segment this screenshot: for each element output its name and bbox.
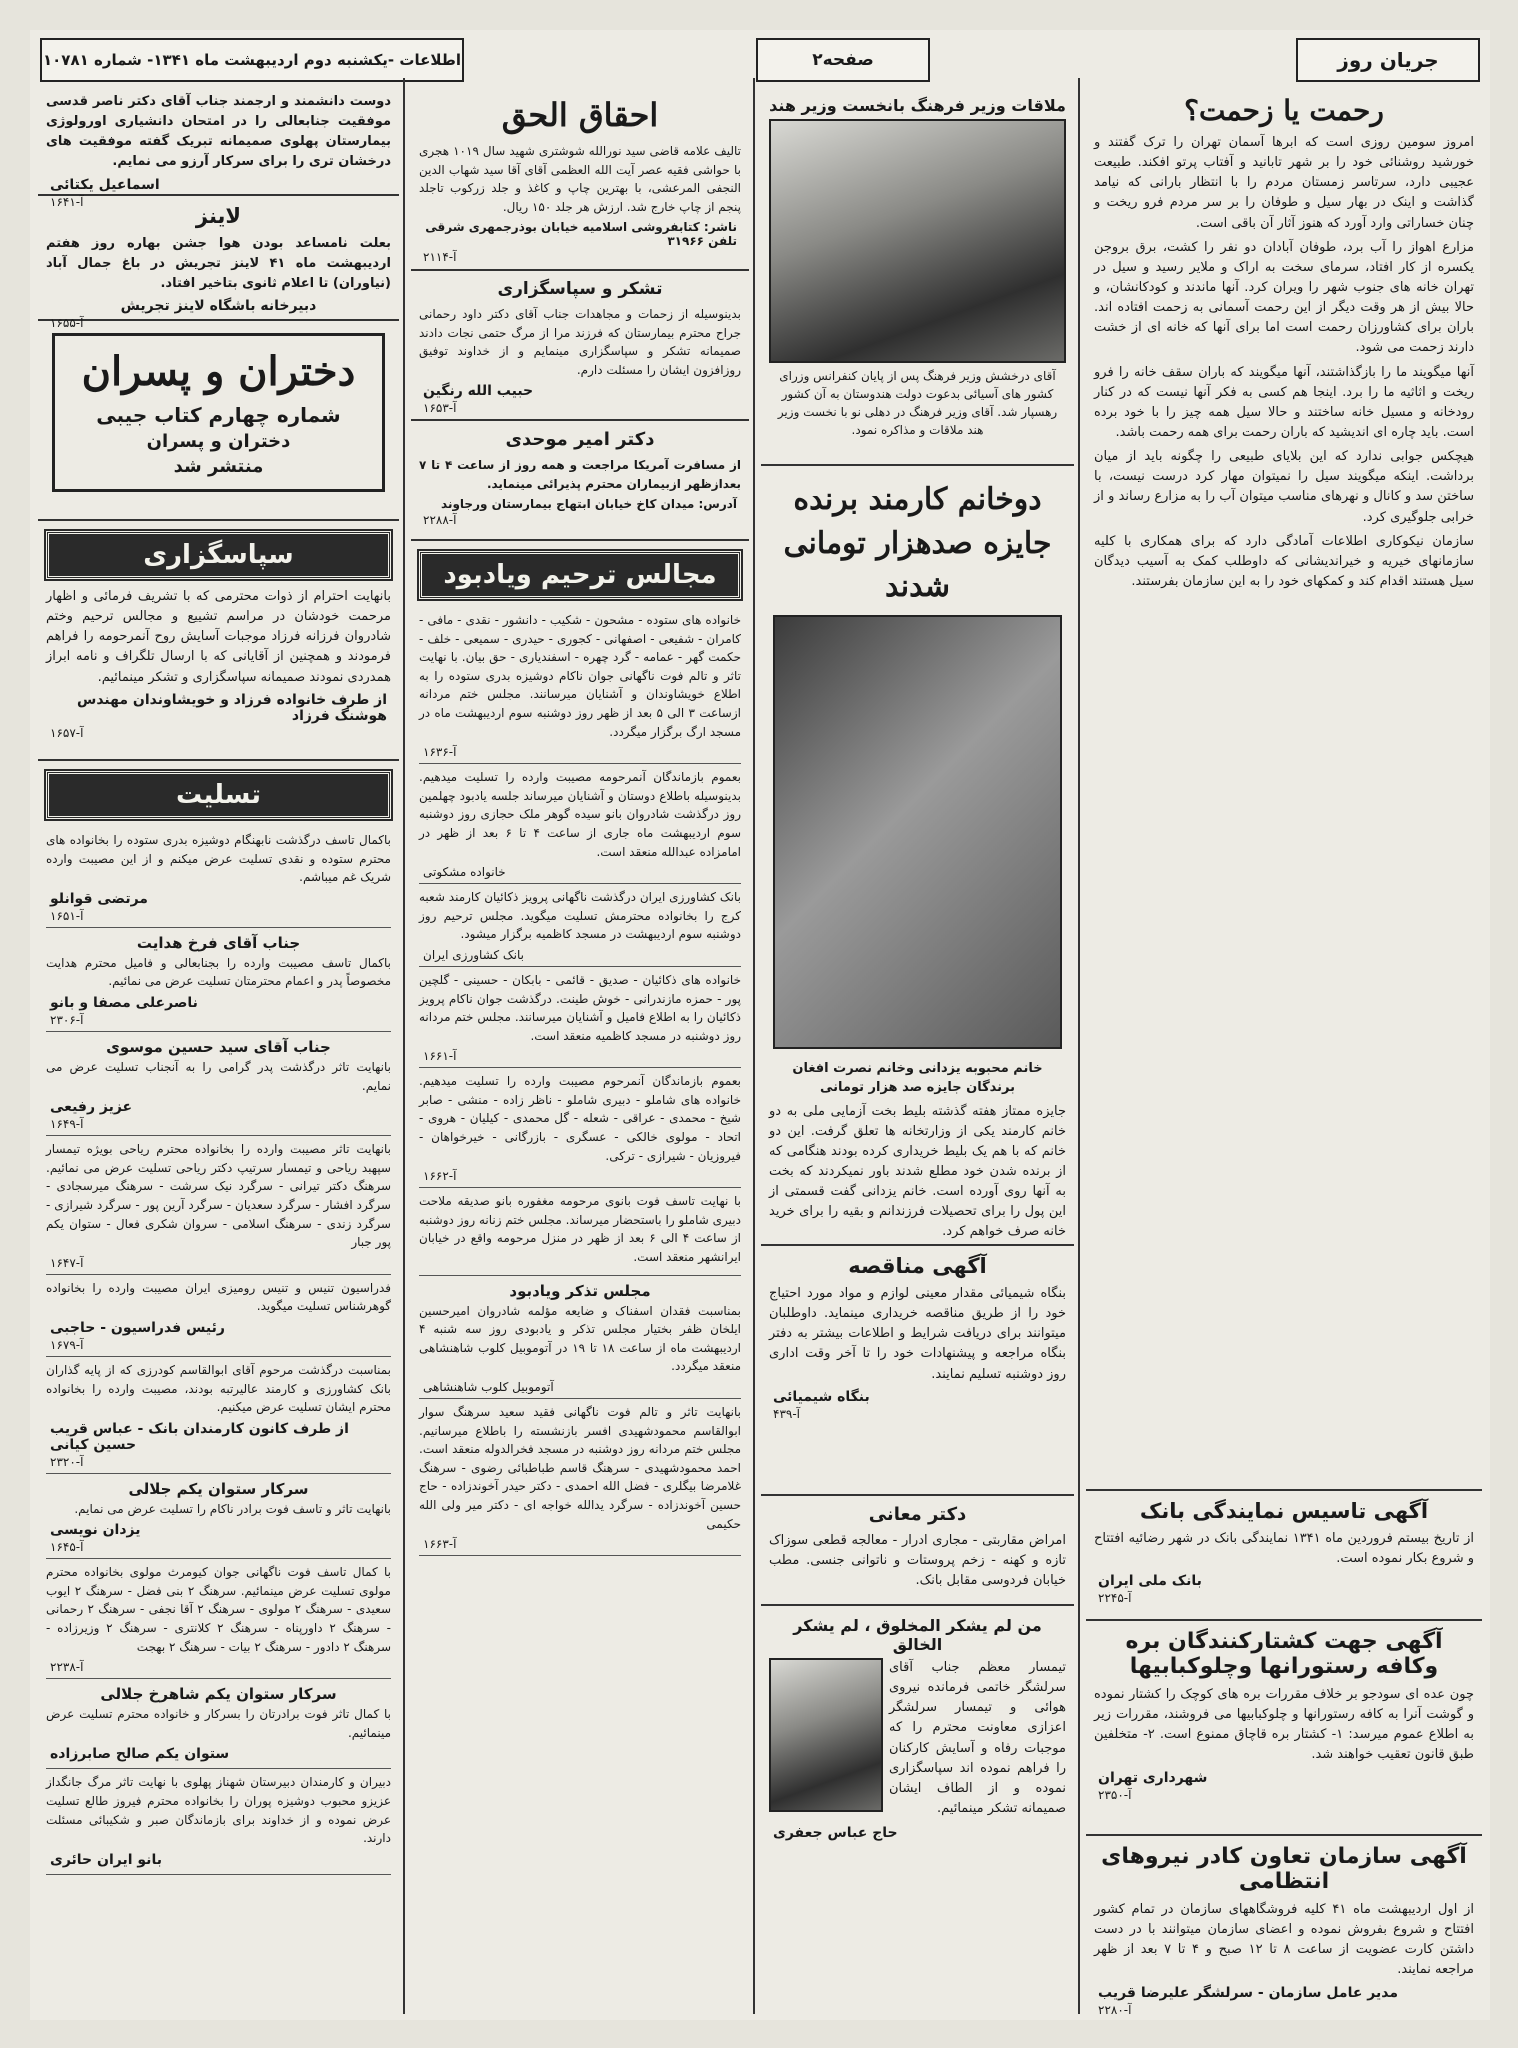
lottery-story: [761, 466, 1074, 1246]
condolence-notice-body: دبیران و کارمندان دبیرستان شهناز پهلوی با نهایت تاثر مرگ جانگداز عزیزو محبوب دوشیزه پوران را بخانواده محترم فیروز طالع تسلیت عرض نموده و از خداوند برای بازماندگان صبر و شکیبائی مسئلت دارند.: [46, 1775, 391, 1846]
condolence-notice-signature: مرتضی قوانلو: [50, 890, 148, 907]
farzad-thanks-body: بانهایت احترام از ذوات محترمی که با تشریف فرمائی و اظهار مرحمت خودشان در مراسم تشییع و مجالس ترحیم وختم شادروان فرزانه فرزاد موجبات آسایش روح آنمرحومه را فراهم فرمودند و همچنین از آقایانی که با ارسال تلگراف و نامه ابراز همدردی نمودند صمیمانه سپاسگزاری و تشکر مینمائیم.: [46, 589, 391, 685]
memorial-banner: مجالس ترحیم ویادبود: [419, 551, 741, 599]
magazine-ad-line: دختران و پسران: [146, 431, 291, 452]
lions-notice-body: بعلت نامساعد بودن هوا جشن بهاره روز هفتم اردیبهشت ماه ۴۱ لاینز تجریش در باغ جمال آباد (نیاوران) تا اعلام ثانوی بتاخیر افتاد.: [46, 236, 392, 292]
coop-ad-title: آگهی سازمان تعاون کادر نیروهای انتظامی: [1101, 1844, 1467, 1894]
memorial-notice: [419, 884, 741, 967]
memorial-notice-body: بمناسبت فقدان اسفناک و ضایعه مؤلمه شادروان امیرحسین ایلخان ظفر بختیار مجلس تذکر و یادبودی روز سه شنبه ۴ اردیبهشت ماه از ساعت ۱۸ تا ۱۹ در آتوموبیل کلوب شاهنشاهی منعقد میگردد.: [419, 1303, 742, 1374]
column-editorial: [1086, 86, 1482, 2017]
coop-ad-body: از اول اردیبهشت ماه ۴۱ کلیه فروشگاههای سازمان در تمام کشور افتتاح و شروع بفروش نموده و اعضای سازمان میتوانند با در دست داشتن کارت عضویت از ساعت ۸ تا ۱۲ صبح و ۴ تا ۷ بعد از ظهر مراجعه نمایند.: [1094, 1902, 1475, 1978]
condolence-notice-code: آ-۱۶۷۹: [50, 1337, 84, 1352]
bank-ad-signature: بانک ملی ایران: [1098, 1573, 1202, 1590]
thanks-doctor-title: تشکر و سپاسگزاری: [497, 279, 663, 299]
rubric-box: [1296, 38, 1480, 82]
condolence-notice-code: آ-۲۳۲۰: [50, 1454, 84, 1469]
condolence-notice-signature: رئیس فدراسیون - حاجبی: [50, 1319, 225, 1336]
memorial-notice-code: آ-۱۶۶۱: [423, 1049, 457, 1064]
editorial-paragraph: امروز سومین روزی است که ابرها آسمان تهران را ترک گفتند و خورشید روشنائی خود را بر شهر تابانید و آفتاب پرتو افکند. طبیعت عجیبی دارد، سرتاسر زمستان مردم را با انتظار بارانی که نیامد گذاشت و اینک در بهار سیل و طوفان را بر سر مردم فرو ریخت و چنان خساراتی وارد آورد که هنوز آثار آن باقی است.: [1094, 135, 1474, 231]
farzad-thanks-code: آ-۱۶۵۷: [50, 725, 84, 740]
bank-ad: [1086, 1491, 1482, 1621]
condolence-notice-signature: یزدان نویسی: [50, 1522, 141, 1539]
magazine-ad-title: دختران و پسران: [81, 348, 356, 395]
memorial-notice-body: با نهایت تاسف فوت بانوی مرحومه مغفوره بانو صدیقه ملاحت دبیری شاملو را باستحضار میرساند. مجلس ختم زنانه روز دوشنبه از ساعت ۴ الی ۶ بعد از ظهر در منزل مرحومه واقع در خیابان ایرانشهر منعقد است.: [419, 1194, 741, 1265]
congrats-notice: [38, 86, 399, 209]
condolence-notice-body: بانهایت تاثر و تاسف فوت برادر ناکام را تسلیت عرض می نمایم.: [74, 1501, 391, 1516]
book-ad-title: احقاق الحق: [501, 96, 659, 134]
memorial-notice-code: خانواده مشکوتی: [423, 865, 506, 880]
condolence-section: [38, 761, 399, 1881]
condolence-notice-title: جناب آقای سید حسین موسوی: [106, 1037, 331, 1056]
magazine-ad-line: شماره چهارم کتاب جیبی: [96, 403, 341, 427]
bank-ad-body: از تاریخ بیستم فروردین ماه ۱۳۴۱ نمایندگی بانک در شهر رضائیه افتتاح و شروع بکار نموده است.: [1094, 1531, 1474, 1567]
condolence-notice-title: جناب آقای فرخ هدایت: [136, 933, 301, 952]
thanks-doctor-block: [411, 271, 749, 421]
memorial-notice: [419, 1276, 741, 1399]
tender-ad-code: آ-۴۳۹: [773, 1406, 801, 1421]
airforce-thanks-title: من لم یشکر المخلوق ، لم یشکر الخالق: [793, 1616, 1042, 1654]
tender-ad-signature: بنگاه شیمیائی: [773, 1388, 870, 1405]
editorial-paragraph: مزارع اهواز را آب برد، طوفان آبادان دو نفر را کشت، برق بروجن یکسره از کار افتاد، سرمای سخت به اراک و ملایر رسید و سیل در تهران خانه های جنوب شهر را ویران کرد. آنها ماندند و کودکانشان، و حالا بیش از هر وقت دیگر از این رحمت آسمانی به زحمت افتاده اند. باران برای کشاورزان رحمت است اما برای آنها که خانه ای از خشت دارند زحمت می شود.: [1094, 239, 1474, 356]
condolence-notice: [46, 1679, 391, 1769]
memorial-notice-code: آ-۱۶۳۶: [423, 745, 457, 760]
condolence-notice-body: بانهایت تاثر مصیبت وارده را بخانواده محترم ریاحی بویژه تیمسار سپهبد ریاحی و تیمسار سرتیپ دکتر ریاحی تسلیت عرض می نمائیم. سرهنگ دکتر تیرانی - سرگرد نیک سرشت - سرهنگ میرسجادی - سرگرد افشار - سرگرد سعدیان - سرگرد آرین پور - سرگرد شیرازی - سرگرد زندی - سرهنگ اسلامی - سروان شکری فعال - ستوان یکم پور جبار: [46, 1142, 391, 1250]
lamb-ad-body: چون عده ای سودجو بر خلاف مقررات بره های کوچک را کشتار نموده و گوشت آنرا به کافه رستورانها و چلوکبابیها می فروشند، مقررات زیر به اطلاع عموم میرسد: ۱- کشتار بره قاچاق ممنوع است. ۲- متخلفین طبق قانون تعقیب خواهند شد.: [1094, 1687, 1474, 1763]
lamb-ad-code: آ-۲۳۵۰: [1098, 1787, 1132, 1802]
condolence-notice: [46, 1474, 391, 1560]
congrats-notice-body: دوست دانشمند و ارجمند جناب آقای دکتر ناصر قدسی موفقیت جنابعالی را در امتحان دانشیاری اورولوژی بیمارستان پهلوی صمیمانه تبریک گفته موفقیت های درخشان تری را برای سرکار آرزو می نمایم.: [46, 94, 391, 170]
book-ad-body: تالیف علامه قاضی سید نورالله شوشتری شهید سال ۱۰۱۹ هجری با حواشی فقیه عصر آیت الله العظمی آقای آقا سید شهاب الدین النجفی المرعشی، با بهترین چاپ و کاغذ و جلد زرکوب تاجلد پنجم از چاپ خارج شد. ارزش هر جلد ۱۵۰ ریال.: [419, 144, 742, 214]
memorial-notice-body: خانواده های ستوده - مشحون - شکیب - دانشور - نقدی - مافی - کامران - شفیعی - اصفهانی - کجوری - حیدری - سمیعی - خلف - حکمت گهر - عمامه - گرد چهره - اسفندیاری - حق بیان. با نهایت تاثر و تالم فوت ناگهانی جوان ناکام دوشیزه بدری ستوده را به اطلاع خویشاوندان و آشنایان میرسانند. مجلس ختم مردانه ازساعت ۳ الی ۵ بعد از ظهر روز دوشنبه سوم اردیبهشت ماه در مسجد ارگ برگزار میگردد.: [419, 613, 741, 739]
condolence-notice: [46, 827, 391, 928]
airforce-thanks-body: تیمسار معظم جناب آقای سرلشگر خاتمی فرمانده نیروی هوائی و تیمسار سرلشگر اعزازی معاونت محترم را که موجبات رفاه و آسایش کارکنان را فراهم نموده اند سپاسگزاری نموده و از الطاف ایشان صمیمانه تشکر مینمائیم.: [889, 1660, 1066, 1816]
column-news: [761, 86, 1074, 2012]
condolence-notice-signature: ناصرعلی مصفا و بانو: [50, 994, 198, 1011]
memorial-list: [419, 607, 741, 1556]
condolence-notice: [46, 1559, 391, 1679]
memorial-notice: [419, 607, 741, 764]
book-ad-publisher: ناشر: کتابفروشی اسلامیه خیابان بوذرجمهری شرقی تلفن ۳۱۹۶۶: [425, 220, 737, 249]
condolence-notice: [46, 1357, 391, 1474]
thanks-doctor-signature: حبیب الله رنگین: [423, 383, 534, 400]
winners-photo: [773, 615, 1062, 1049]
column-notices: [411, 86, 749, 2012]
condolence-notice-code: آ-۲۳۰۶: [50, 1012, 84, 1027]
condolence-notice-body: فدراسیون تنیس و تنیس رومیزی ایران مصیبت وارده را بخانواده گوهرشناس تسلیت میگوید.: [46, 1280, 391, 1314]
winners-photo-caption: خانم محبوبه یزدانی وخانم نصرت افغان برندگان جایزه صد هزار تومانی: [792, 1060, 1043, 1095]
memorial-notice: [419, 1068, 741, 1188]
lamb-ad: [1086, 1621, 1482, 1836]
physician-ad: [411, 421, 749, 541]
airforce-thanks-row: [769, 1658, 1066, 1823]
condolence-notice: [46, 1769, 391, 1874]
condolence-notice-body: با کمال تاسف فوت ناگهانی جوان کیومرث مولوی بخانواده محترم مولوی تسلیت عرض مینمائیم. سرهنگ ۲ بنی فضل - سرهنگ ۲ ایوب سعیدی - سرهنگ ۲ مولوی - سرهنگ ۲ آقا نجفی - سرهنگ ۲ رحمانی - سرهنگ ۲ داورپناه - سرهنگ ۲ کلانتری - سرهنگ ۲ وزیرزاده - سرهنگ ۲ دادور - سرهنگ ۲ بیات - سرهنگ ۲ بهجت: [46, 1565, 392, 1654]
memorial-notice: [419, 1399, 741, 1556]
condolence-notice-code: آ-۲۲۳۸: [50, 1660, 84, 1675]
page-number-box: [756, 38, 930, 82]
condolence-banner: تسلیت: [46, 771, 391, 819]
doctor-ad-title: دکتر معانی: [868, 1504, 967, 1525]
farzad-thanks-signature: از طرف خانواده فرزاد و خویشاوندان مهندس هوشنگ فرزاد: [77, 691, 387, 724]
condolence-notice-code: آ-۱۶۴۷: [50, 1255, 84, 1270]
doctor-ad: [761, 1496, 1074, 1606]
condolence-notice-code: آ-۱۶۴۵: [50, 1540, 84, 1555]
magazine-ad: [38, 321, 399, 521]
coop-ad: [1086, 1836, 1482, 2023]
congrats-notice-code: آ-۱۶۴۱: [50, 194, 84, 209]
memorial-notice-body: بعموم بازماندگان آنمرحوم مصیبت وارده را تسلیت میدهیم. خانواده های شاملو - دبیری شاملو - ناظر زاده - منشی - صابر شیخ - محمدی - عراقی - شعله - گل محمدی - کیلیان - هروی - اتحاد - مولوی خالکی - عسگری - بازرگانی - خیرخواهان - فیروزیان - شیرازی - ترکی.: [419, 1074, 741, 1163]
memorial-notice: [419, 1188, 741, 1275]
condolence-notice-signature: بانو ایران حائری: [50, 1851, 162, 1868]
magazine-ad-frame: [52, 333, 385, 492]
memorial-notice-code: آ-۱۶۶۲: [423, 1169, 457, 1184]
memorial-notice: [419, 764, 741, 884]
memorial-notice-code: آ-۱۶۶۳: [423, 1537, 457, 1552]
condolence-notice: [46, 1032, 391, 1136]
editorial-block: [1086, 86, 1482, 1491]
magazine-ad-line: منتشر شد: [173, 456, 264, 477]
lions-notice-code: آ-۱۶۵۵: [50, 316, 84, 331]
condolence-notice-code: آ-۱۶۵۱: [50, 908, 84, 923]
lions-notice-signature: دبیرخانه باشگاه لاینز تجریش: [120, 298, 317, 315]
doctor-ad-body: امراض مقاربتی - مجاری ادرار - معالجه قطعی سوزاک تازه و کهنه - زخم پروستات و ناتوانی جنسی. مطب خیابان فردوسی مقابل بانک.: [769, 1533, 1066, 1589]
minister-photo-block: [761, 86, 1074, 466]
book-ad: [411, 86, 749, 271]
newspaper-page: [30, 30, 1490, 2020]
condolence-notice-title: سرکار ستوان یکم شاهرخ جلالی: [100, 1685, 337, 1704]
page-number: صفحه۲: [812, 50, 874, 70]
rubric-label: جریان روز: [1337, 48, 1439, 72]
farzad-thanks: [38, 521, 399, 761]
column-divider: [1078, 78, 1080, 2014]
lottery-story-text: جایزه ممتاز هفته گذشته بلیط بخت آزمایی ملی به دو خانم کارمند یکی از وزارتخانه ها تعلق گرفت. این دو خانم که با هم یک بلیط خریداری کرده بودند هنگامی که از برنده شدن خود مطلع شدند باور نمیکردند که بخت به آنها روی آورده است. خانم یزدانی گفت قسمتی از این پول را برای تحصیلات فرزندانم و بقیه را برای خرید خانه صرف خواهم کرد.: [769, 1103, 1066, 1240]
editorial-paragraph: هیچکس جوابی ندارد که این بلایای طبیعی را چگونه باید از میان برداشت. اینکه میگویند سیل را نمیتوان مهار کرد درست نیست، با ساختن سد و کانال و نهرهای مناسب میتوان آب را به مزارع رساند و از خرابی جلوگیری کرد.: [1094, 449, 1474, 525]
condolence-notice-title: سرکار ستوان یکم جلالی: [128, 1479, 309, 1498]
lamb-ad-title: آگهی جهت کشتارکنندگان بره وکافه رستورانها وچلوکبابیها: [1125, 1629, 1443, 1679]
condolence-notice-code: آ-۱۶۴۹: [50, 1117, 84, 1132]
condolence-notice-signature: از طرف کانون کارمندان بانک - عباس قریب حسین کیانی: [50, 1420, 349, 1453]
physician-ad-code: آ-۲۲۸۸: [423, 513, 457, 528]
condolence-notice-body: بمناسبت درگذشت مرحوم آقای ابوالقاسم کودرزی که از پایه گذاران بانک کشاورزی و کارمند عالیرتبه بودند، مصیبت وارده را بخانواده محترم ایشان تسلیت عرض میکنیم.: [46, 1362, 391, 1415]
memorial-notice-code: بانک کشاورزی ایران: [423, 947, 524, 962]
tender-ad-body: بنگاه شیمیائی مقدار معینی لوازم و مواد مورد احتیاج خود را از طریق مناقصه خریداری مینماید. داوطلبان میتوانند برای دریافت شرایط و اطلاعات بیشتر به دفتر بنگاه مراجعه و پیشنهادات خود را تا آخر وقت اداری روز دوشنبه تسلیم نمایند.: [769, 1286, 1066, 1382]
memorial-notice: [419, 967, 741, 1068]
memorial-notice-body: بانک کشاورزی ایران درگذشت ناگهانی پرویز ذکائیان کارمند شعبه کرج را بخانواده محترمش تسلیت میگوید. مجلس ترحیم روز دوشنبه سوم اردیبهشت در مسجد کاظمیه برگزار میشود.: [419, 890, 741, 942]
condolence-notice-body: بانهایت تاثر درگذشت پدر گرامی را به آنجناب تسلیت عرض می نمایم.: [46, 1059, 391, 1093]
thanks-doctor-code: آ-۱۶۵۳: [423, 401, 457, 416]
farzad-thanks-banner: سپاسگزاری: [46, 531, 391, 579]
column-condolences: [38, 86, 399, 2012]
editorial-paragraph: آنها میگویند ما را بازگذاشتند، آنها میگویند که باران سقف خانه را فرو ریخت و اثاثیه ما را برد. اینجا هم کسی به فکر آنها نیست که در کنار رودخانه و مسیل خانه ساختند و حالا سیل همه چیز را با خود برده است. باید چاره ای اندیشید که باران رحمت برای همه رحمت باشد.: [1094, 364, 1474, 440]
portrait-photo: [769, 1658, 883, 1812]
minister-photo-caption: آقای درخشش وزیر فرهنگ پس از پایان کنفرانس وزرای کشور های آسیائی بدعوت دولت هندوستان به آن کشور رهسپار شد. آقای وزیر فرهنگ در دهلی نو با نخست وزیر هند ملاقات و مذاکره نمود.: [777, 369, 1058, 437]
airforce-thanks-signature: حاج عباس جعفری: [773, 1825, 898, 1842]
memorial-notice-code: آتوموبیل کلوب شاهنشاهی: [423, 1380, 554, 1394]
condolence-notice-signature: عزیز رفیعی: [50, 1099, 133, 1116]
lottery-headline: دوخانم کارمند برنده جایزه صدهزار تومانی شدند: [783, 482, 1052, 604]
tender-ad: [761, 1246, 1074, 1496]
condolence-notice: [46, 1275, 391, 1357]
minister-photo: [769, 119, 1066, 363]
lions-notice: [38, 196, 399, 331]
memorial-notice-body: خانواده های ذکائیان - صدیق - قائمی - بابکان - حسینی - گلچین پور - حمزه مازندرانی - خوش طینت. درگذشت جوان ناکام پرویز ذکائیان را به اطلاع فامیل و آشنایان میرسانند. مجلس ختم مردانه روز دوشنبه در مسجد کاظمیه منعقد است.: [419, 972, 741, 1043]
condolence-notice-body: باکمال تاسف درگذشت نابهنگام دوشیزه بدری ستوده را بخانواده های محترم ستوده و نقدی تسلیت عرض میکنم و از این مصیبت وارده شریک غم میباشم.: [46, 833, 391, 885]
memorial-notice-title: مجلس تذکر ویادبود: [509, 1281, 651, 1300]
condolence-notice: [46, 1136, 391, 1275]
book-ad-code: آ-۲۱۱۴: [423, 250, 457, 265]
coop-ad-signature: مدیر عامل سازمان - سرلشگر علیرضا قریب: [1098, 1984, 1398, 2001]
bank-ad-code: آ-۲۲۴۵: [1098, 1591, 1132, 1606]
congrats-notice-signature: اسماعیل یکتائی: [50, 176, 160, 193]
condolence-notice-signature: ستوان یکم صالح صابرزاده: [50, 1746, 230, 1763]
physician-ad-address: آدرس: میدان کاخ خیابان ابتهاج بیمارستان ورجاوند: [441, 497, 737, 512]
physician-ad-body: از مسافرت آمریکا مراجعت و همه روز از ساعت ۴ تا ۷ بعدازظهر ازبیماران محترم پذیرائی مینماید.: [419, 458, 741, 491]
physician-ad-title: دکتر امیر موحدی: [505, 429, 655, 450]
bank-ad-title: آگهی تاسیس نمایندگی بانک: [1139, 1499, 1429, 1523]
lamb-ad-signature: شهرداری تهران: [1098, 1769, 1208, 1786]
thanks-doctor-body: بدینوسیله از زحمات و مجاهدات جناب آقای دکتر داود رحمانی جراح محترم بیمارستان که فرزند مرا از مرگ حتمی نجات دادند صمیمانه تشکر و سپاسگزاری مینمایم و از خداوند توفیق روزافزون ایشان را مسئلت دارم.: [419, 307, 741, 377]
condolence-list: [46, 827, 391, 1875]
memorial-notice-body: بانهایت تاثر و تالم فوت ناگهانی فقید سعید سرهنگ سوار ابوالقاسم محمودشهیدی افسر بازنشسته را باطلاع میرسانیم. مجلس ختم مردانه روز دوشنبه در مسجد فخرالدوله منعقد است. احمد محمودشهیدی - سرهنگ قاسم طباطبائی رضوی - سرهنگ غلامرضا بیگلری - فضل الله احمدی - دکتر حیدر آخوندزاده - حاج حسین آخوندزاده - سرگرد یدالله خواجه ای - دکتر میر ولی الله حکیمی: [419, 1405, 741, 1531]
coop-ad-code: آ-۲۲۸۰: [1098, 2002, 1132, 2017]
condolence-notice-body: باکمال تاسف مصیبت وارده را بجنابعالی و فامیل محترم هدایت مخصوصاً پدر و اعمام محترمتان تسلیت عرض می نمائیم.: [46, 955, 391, 989]
condolence-notice: [46, 928, 391, 1032]
dateline: اطلاعات -یکشنبه دوم اردیبهشت ماه ۱۳۴۱- شماره ۱۰۷۸۱: [43, 51, 461, 69]
column-divider: [753, 78, 755, 2014]
memorial-section: [411, 541, 749, 1562]
column-divider: [403, 78, 405, 2014]
condolence-notice-body: با کمال تاثر فوت برادرتان را بسرکار و خانواده محترم تسلیت عرض مینمائیم.: [46, 1707, 391, 1740]
minister-photo-title: ملاقات وزیر فرهنگ بانخست وزیر هند: [769, 96, 1066, 115]
editorial-title: رحمت یا زحمت؟: [1184, 94, 1384, 127]
dateline-box: [40, 38, 464, 82]
lions-notice-title: لاینز: [195, 204, 242, 228]
airforce-thanks: [761, 1606, 1074, 1849]
tender-ad-title: آگهی مناقصه: [848, 1254, 987, 1278]
memorial-notice-body: بعموم بازماندگان آنمرحومه مصیبت وارده را تسلیت میدهیم. بدینوسیله باطلاع دوستان و آشنایان میرساند جلسه یادبود چهلمین روز درگذشت شادروان بانو سیده گوهر ملک حجازی روز دوشنبه سوم اردیبهشت ماه جاری از ساعت ۴ تا ۶ بعد از ظهر در امامزاده عبدالله منعقد است.: [419, 770, 742, 859]
editorial-paragraph: سازمان نیکوکاری اطلاعات آمادگی دارد که برای همکاری با کلیه سازمانهای خیریه و خیراندیشانی که داوطلب کمک به آسیب دیدگان سیل هستند اقدام کند و کمکهای خود را به این سازمان بفرستند.: [1094, 533, 1474, 589]
